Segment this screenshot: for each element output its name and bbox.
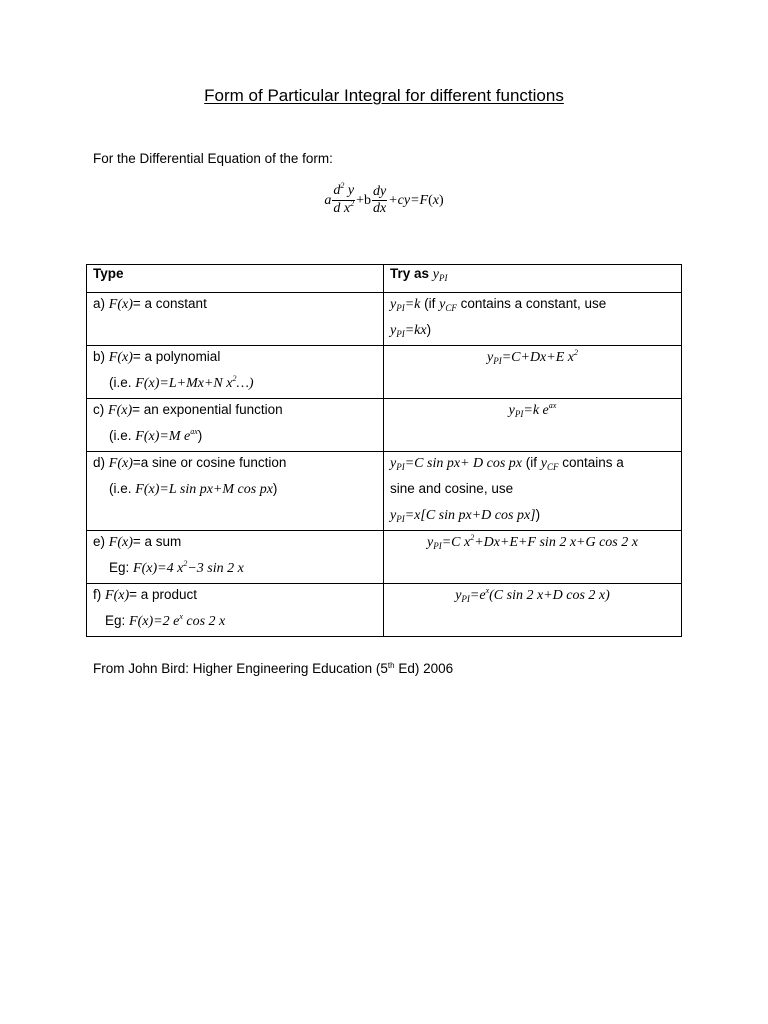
table-row	[87, 531, 682, 584]
particular-integral-table	[86, 264, 682, 637]
type-cell-e: e) F(x)= a sum Eg: F(x)=4 $x^2-3$ sin 2 x	[87, 531, 384, 584]
table-row	[87, 399, 682, 452]
eq-rest: +cy=F	[388, 192, 429, 208]
try-cell-a: $y_{PI}=k$ (if $y_{CF}$ contains a constant, use $y_{PI}=kx$)	[384, 293, 682, 346]
try-cell-d: $y_{PI}=C$ sin px+ D cos px (if $y_{CF}$ contains a sine and cosine, use $y_{PI}=x[C$ sin px+D cos px])	[384, 452, 682, 531]
try-cell-c: $y_{PI}=k$ $e^{ax}$	[384, 399, 682, 452]
type-cell-d: d) F(x)=a sine or cosine function (i.e. F(x)=L sin px+M cos px)	[87, 452, 384, 531]
table-row	[87, 293, 682, 346]
eq-coefficient-a: a	[324, 192, 332, 208]
eq-plus-b: +b	[356, 192, 371, 208]
header-type: Type	[87, 265, 384, 293]
table-row	[87, 346, 682, 399]
eq-second-derivative: $\frac{d^2 y}{d x^2}$	[333, 181, 355, 216]
intro-text: For the Differential Equation of the form:	[93, 151, 333, 166]
differential-equation: a $\frac{d^2 y}{d x^2}$ +b $\frac{dy}{dx}$ +cy=F ( x )	[324, 181, 444, 216]
try-cell-b: $y_{PI}=C+Dx+E$ $x^2$	[384, 346, 682, 399]
eq-first-derivative: $\frac{dy}{dx}$	[372, 184, 387, 216]
type-cell-c: c) F(x)= an exponential function (i.e. F(x)=M $e^{ax}$)	[87, 399, 384, 452]
type-cell-b: b) F(x)= a polynomial (i.e. F(x)=L+Mx+N $x^2\dots$)	[87, 346, 384, 399]
try-cell-e: $y_{PI}=C$ $x^2+Dx+E+F$ sin 2 x+G cos 2 x	[384, 531, 682, 584]
table-header-row	[87, 265, 682, 293]
document-title: Form of Particular Integral for different functions	[204, 86, 564, 105]
header-try: Try as $y_{PI}$	[384, 265, 682, 293]
type-cell-a: a) F(x)= a constant	[87, 293, 384, 346]
source-citation: From John Bird: Higher Engineering Education (5th Ed) 2006	[93, 661, 454, 676]
table-row	[87, 452, 682, 531]
try-cell-f: $y_{PI}=e^x(C$ sin 2 x+D cos 2 x)	[384, 584, 682, 637]
table-row	[87, 584, 682, 637]
type-cell-f: f) F(x)= a product Eg: F(x)=2 $e^x$ cos 2 x	[87, 584, 384, 637]
